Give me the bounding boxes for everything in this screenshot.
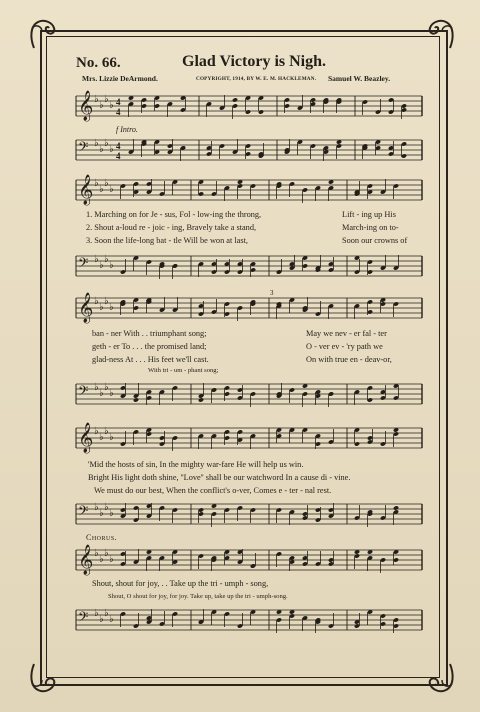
flat-icon: ♭ (99, 432, 104, 443)
verse-1-line-e: 'Mid the hosts of sin, In the mighty war-fare He will help us win. (88, 460, 304, 469)
flat-icon: ♭ (99, 508, 104, 519)
triplet-marking: 3 (270, 289, 274, 297)
copyright-notice: COPYRIGHT, 1914, BY W. E. M. HACKLEMAN. (196, 76, 317, 82)
bass-clef-icon: 𝄢 (78, 609, 89, 628)
treble-clef-icon: 𝄞 (78, 293, 94, 323)
verse-3-line-c: glad-ness At . . . His feet we'll cast. (92, 355, 209, 364)
lyricist-credit: Mrs. Lizzie DeArmond. (82, 74, 158, 83)
time-signature: 4 (116, 97, 121, 107)
verse-1-line-b: Lift - ing up His (342, 210, 396, 219)
flat-icon: ♭ (99, 260, 104, 271)
flat-icon: ♭ (109, 554, 114, 565)
flat-icon: ♭ (104, 608, 109, 619)
verse-2-line-e: Bright His light doth shine, ''Love'' shall be our watchword In a cause di - vine. (88, 473, 351, 482)
bass-lyric-line: With tri - um - phant song; (148, 367, 219, 374)
intro-marking: f Intro. (116, 125, 138, 134)
flat-icon: ♭ (104, 382, 109, 393)
chorus-lyric-line: Shout, shout for joy, . . Take up the tri - umph - song, (92, 579, 269, 588)
verse-1-line-c: ban - ner With . . triumphant song; (92, 329, 207, 338)
time-signature: 4 (116, 151, 121, 161)
flat-icon: ♭ (109, 100, 114, 111)
flat-icon: ♭ (94, 608, 99, 619)
flat-icon: ♭ (109, 432, 114, 443)
flat-icon: ♭ (94, 254, 99, 265)
verse-3-line-d: On with true en - deav-or, (306, 355, 392, 364)
flat-icon: ♭ (99, 554, 104, 565)
note-head (198, 397, 204, 402)
flat-icon: ♭ (109, 144, 114, 155)
flat-icon: ♭ (99, 614, 104, 625)
flat-icon: ♭ (104, 138, 109, 149)
flat-icon: ♭ (109, 302, 114, 313)
flat-icon: ♭ (104, 548, 109, 559)
hymn-title: Glad Victory is Nigh. (182, 53, 327, 70)
chorus-bass-lyric-line: Shout, O shout for joy, for joy. Take up, take up the tri - umph-song. (108, 593, 288, 600)
chorus-marking: Chorus. (86, 533, 118, 542)
verse-1-line-d: May we nev - er fal - ter (306, 329, 387, 338)
flat-icon: ♭ (109, 184, 114, 195)
treble-clef-icon: 𝄞 (78, 545, 94, 575)
note-head (393, 505, 399, 510)
hymn-number: No. 66. (76, 55, 121, 71)
flat-icon: ♭ (109, 614, 114, 625)
bass-clef-icon: 𝄢 (78, 255, 89, 274)
flat-icon: ♭ (104, 502, 109, 513)
treble-clef-icon: 𝄞 (78, 175, 94, 205)
verse-3-line-a: 3. Soon the life-long bat - tle Will be won at last, (86, 236, 248, 245)
flat-icon: ♭ (94, 426, 99, 437)
flat-icon: ♭ (94, 382, 99, 393)
flat-icon: ♭ (104, 178, 109, 189)
verse-2-line-d: O - ver ev - 'ry path we (306, 342, 383, 351)
flat-icon: ♭ (104, 94, 109, 105)
flat-icon: ♭ (104, 296, 109, 307)
flat-icon: ♭ (99, 100, 104, 111)
verse-2-line-c: geth - er To . . . the promised land; (92, 342, 207, 351)
bass-clef-icon: 𝄢 (78, 503, 89, 522)
time-signature: 4 (116, 107, 121, 117)
flat-icon: ♭ (99, 144, 104, 155)
verse-3-line-e: We must do our best, When the conflict's o-ver, Comes e - ter - nal rest. (94, 486, 332, 495)
flat-icon: ♭ (99, 184, 104, 195)
bass-clef-icon: 𝄢 (78, 383, 89, 402)
flat-icon: ♭ (94, 178, 99, 189)
flat-icon: ♭ (109, 388, 114, 399)
flat-icon: ♭ (109, 508, 114, 519)
flat-icon: ♭ (99, 302, 104, 313)
composer-credit: Samuel W. Beazley. (328, 74, 391, 83)
time-signature: 4 (116, 141, 121, 151)
flat-icon: ♭ (94, 138, 99, 149)
flat-icon: ♭ (104, 426, 109, 437)
treble-clef-icon: 𝄞 (78, 423, 94, 453)
flat-icon: ♭ (104, 254, 109, 265)
bass-clef-icon: 𝄢 (78, 139, 89, 158)
flat-icon: ♭ (109, 260, 114, 271)
treble-clef-icon: 𝄞 (78, 91, 94, 121)
flat-icon: ♭ (94, 296, 99, 307)
verse-2-line-b: March-ing on to- (342, 223, 399, 232)
note-head (232, 97, 238, 102)
verse-3-line-b: Soon our crowns of (342, 236, 408, 245)
flat-icon: ♭ (94, 548, 99, 559)
flat-icon: ♭ (99, 388, 104, 399)
verse-1-line-a: 1. Marching on for Je - sus, Fol - low-ing the throng, (86, 210, 262, 219)
verse-2-line-a: 2. Shout a-loud re - joic - ing, Bravely take a stand, (86, 223, 257, 232)
note-head (133, 397, 139, 402)
flat-icon: ♭ (94, 94, 99, 105)
flat-icon: ♭ (94, 502, 99, 513)
